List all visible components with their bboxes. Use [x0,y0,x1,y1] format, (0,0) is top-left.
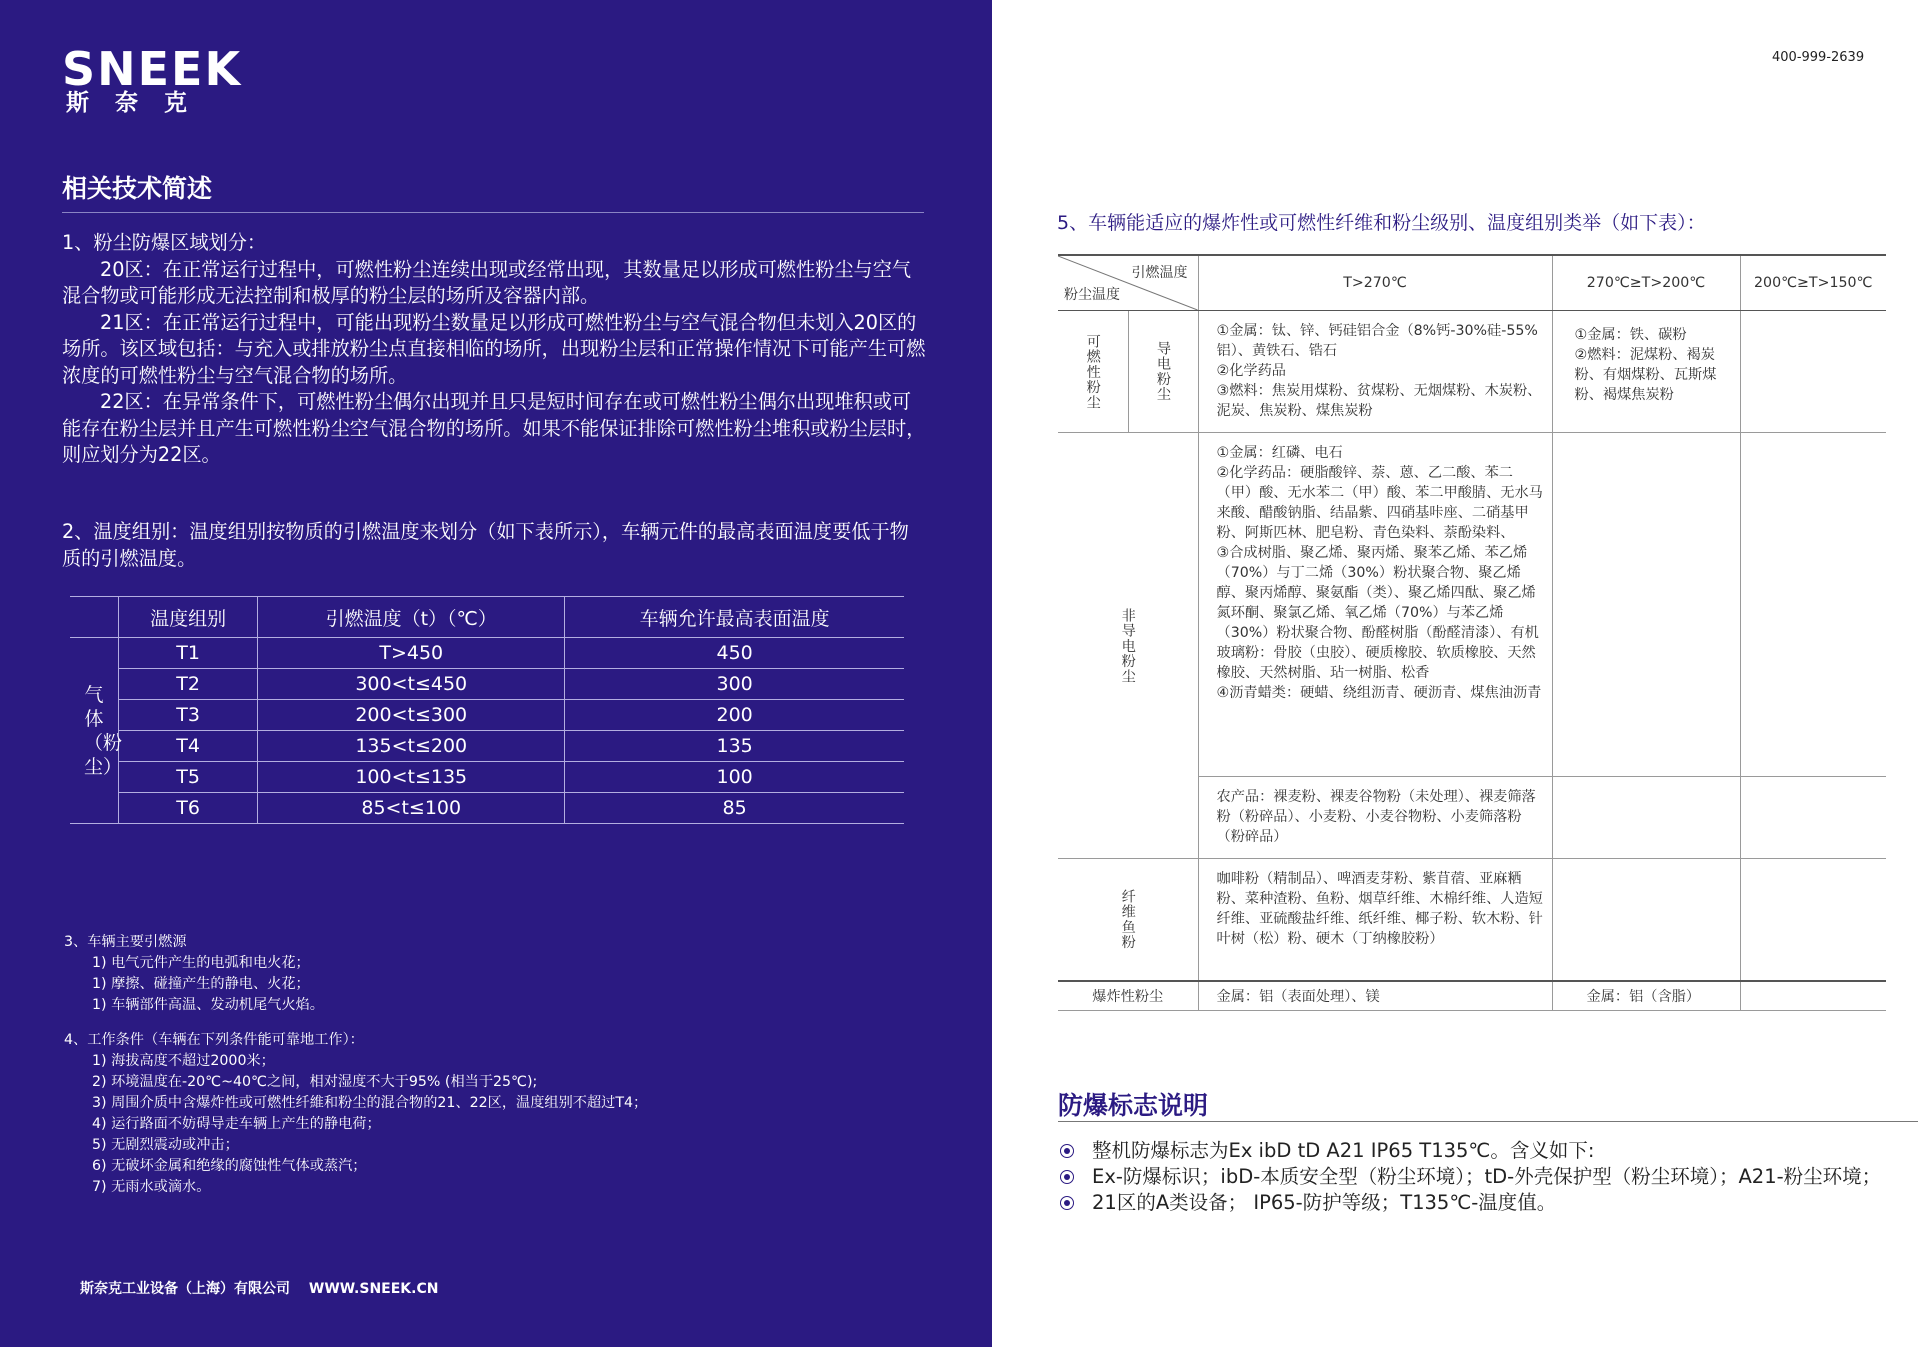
temperature-group-table [70,596,904,824]
list-item: 1) 摩擦、碰撞产生的静电、火花； [92,976,310,992]
col-header: 270℃≥T>200℃ [1552,255,1740,311]
col-header: 200℃≥T>150℃ [1740,255,1886,311]
dust-classification-table [1058,254,1886,1011]
col-header: T>270℃ [1198,255,1552,311]
table-row: T3 200<t≤300 200 [70,700,904,731]
zone-22-text: 22区：在异常条件下，可燃性粉尘偶尔出现并且只是短时间存在或可燃性粉尘偶尔出现堆积或可能存在粉尘层并且产生可燃性粉尘空气混合物的场所。如果不能保证排除可燃性粉尘堆积或粉尘层时，则应划分为22区。 [62,390,926,466]
category-explosive: 爆炸性粉尘 [1058,981,1198,1011]
table-row: 纤维鱼粉 咖啡粉（精制品）、啤酒麦芽粉、紫苜蓿、亚麻粞粉、菜种渣粉、鱼粉、烟草纤维、木棉纤维、人造短纤维、亚硫酸盐纤维、纸纤维、椰子粉、软木粉、针叶树（松）粉、硬木（丁纳橡胶粉） [1058,859,1886,981]
ignition-sources [64,932,324,1016]
list-item: 5) 无剧烈震动或冲击； [92,1137,239,1153]
category-combustible: 可燃性粉尘 [1058,311,1128,433]
table-row: T5 100<t≤135 100 [70,762,904,793]
table-row: 可燃性粉尘 导电粉尘 ①金属：钛、锌、钙硅铝合金（8%钙-30%硅-55%铝）、黄铁石、锆石 ②化学药品 ③燃料：焦炭用煤粉、贫煤粉、无烟煤粉、木炭粉、泥炭、焦炭粉、煤焦炭粉 ①金属：铁、碳粉 ②燃料：泥煤粉、褐炭粉、有烟煤粉、瓦斯煤粉、褐煤焦炭粉 [1058,311,1886,433]
explosion-mark-title: 防爆标志说明 [1058,1091,1209,1120]
bullet-icon [1060,1196,1074,1210]
brand-logo-sub: 斯奈克 [66,90,213,116]
explosion-divider [1058,1121,1918,1122]
website-link[interactable]: WWW.SNEEK.CN [308,1281,439,1297]
list-item: 1) 电气元件产生的电弧和电火花； [92,955,310,971]
table-row: 气体（粉尘） T1 T>450 450 [70,638,904,669]
list-item: 3) 周围介质中含爆炸性或可燃性纤維和粉尘的混合物的21、22区，温度组别不超过T4； [92,1095,648,1111]
table-header-row [1058,255,1886,311]
list-item: 2) 环境温度在-20℃~40℃之间，相对湿度不大于95% (相当于25℃); [92,1074,538,1090]
section-divider [62,212,924,213]
list-item: Ex-防爆标识；ibD-本质安全型（粉尘环境）；tD-外壳保护型（粉尘环境）；A21-粉尘环境； [1058,1164,1914,1190]
subcategory-nonconductive: 非导电粉尘 [1058,433,1198,859]
list-item: 7) 无雨水或滴水。 [92,1179,211,1195]
zone-heading: 1、粉尘防爆区域划分： [62,231,267,254]
table-row: T2 300<t≤450 300 [70,669,904,700]
ignition-heading: 3、车辆主要引燃源 [64,934,187,950]
zone-section [62,230,926,469]
section-title: 相关技术简述 [62,174,213,203]
list-item: 1) 海拔高度不超过2000米； [92,1053,275,1069]
category-fiber: 纤维鱼粉 [1058,859,1198,981]
brand-logo: SNEEK [62,42,243,96]
table-row: 农产品：裸麦粉、裸麦谷物粉（未处理）、裸麦筛落粉（粉碎品）、小麦粉、小麦谷物粉、小麦筛落粉（粉碎品） [1058,777,1886,859]
explosion-mark-list [1058,1138,1914,1216]
temp-group-text: 2、温度组别：温度组别按物质的引燃温度来划分（如下表所示），车辆元件的最高表面温度要低于物质的引燃温度。 [62,520,909,570]
zone-21-text: 21区：在正常运行过程中，可能出现粉尘数量足以形成可燃性粉尘与空气混合物但未划入20区的场所。该区域包括：与充入或排放粉尘点直接相临的场所，出现粉尘层和正常操作情况下可能产生可燃浓度的可燃性粉尘与空气混合物的场所。 [62,310,926,387]
table-row: T4 135<t≤200 135 [70,731,904,762]
table-row: 爆炸性粉尘 金属：铝（表面处理）、镁 金属：铝（含脂） [1058,981,1886,1011]
conditions-heading: 4、工作条件（车辆在下列条件能可靠地工作）： [64,1032,364,1048]
table-header: 温度组别 [119,597,258,638]
subcategory-conductive: 导电粉尘 [1128,311,1198,433]
list-item: 整机防爆标志为Ex ibD tD A21 IP65 T135℃。含义如下: [1058,1138,1914,1164]
list-item: 21区的A类设备； IP65-防护等级；T135℃-温度值。 [1058,1190,1914,1216]
corner-header: 引燃温度 粉尘温度 [1058,256,1198,310]
table-row: 非导电粉尘 ①金属：红磷、电石 ②化学药品：硬脂酸锌、萘、蒽、乙二酸、苯二（甲）酸、无水苯二（甲）酸、苯二甲酸腈、无水马来酸、醋酸钠脂、结晶紫、四硝基咔座、二硝基甲粉、阿斯匹林、肥皂粉、青色染料、萘酚染料、 ③合成树脂、聚乙烯、聚丙烯、聚苯乙烯、苯乙烯（70%）与丁二烯（30%）粉状聚合物、聚乙烯醇、聚丙烯醇、聚氨酯（类）、聚乙烯四酞、聚乙烯氮环酮、聚氯乙烯、氧乙烯（70%）与苯乙烯（30%）粉状聚合物、酚醛树脂（酚醛清漆）、有机玻璃粉：骨胶（虫胶）、硬质橡胶、软质橡胶、天然橡胶、天然树脂、玷一树脂、松香 ④沥青蜡类：硬蜡、绕组沥青、硬沥青、煤焦油沥青 [1058,433,1886,777]
working-conditions [64,1030,647,1198]
side-label: 气体（粉尘） [70,638,119,824]
zone-20-text: 20区：在正常运行过程中，可燃性粉尘连续出现或经常出现，其数量足以形成可燃性粉尘与空气混合物或可能形成无法控制和极厚的粉尘层的场所及容器内部。 [62,257,912,307]
bullet-icon [1060,1144,1074,1158]
list-item: 6) 无破坏金属和绝缘的腐蚀性气体或蒸汽； [92,1158,367,1174]
phone-number: 400-999-2639 [1772,50,1865,65]
table-header: 车辆允许最高表面温度 [565,597,904,638]
q5-title: 5、车辆能适应的爆炸性或可燃性纤维和粉尘级别、温度组别类举（如下表）： [1057,212,1706,234]
footer [80,1278,452,1298]
company-name: 斯奈克工业设备（上海）有限公司 [80,1281,290,1297]
table-header: 引燃温度（t）（℃） [258,597,565,638]
list-item: 1) 车辆部件高温、发动机尾气火焰。 [92,997,324,1013]
table-row: T6 85<t≤100 85 [70,793,904,824]
bullet-icon [1060,1170,1074,1184]
list-item: 4) 运行路面不妨碍导走车辆上产生的静电荷； [92,1116,381,1132]
